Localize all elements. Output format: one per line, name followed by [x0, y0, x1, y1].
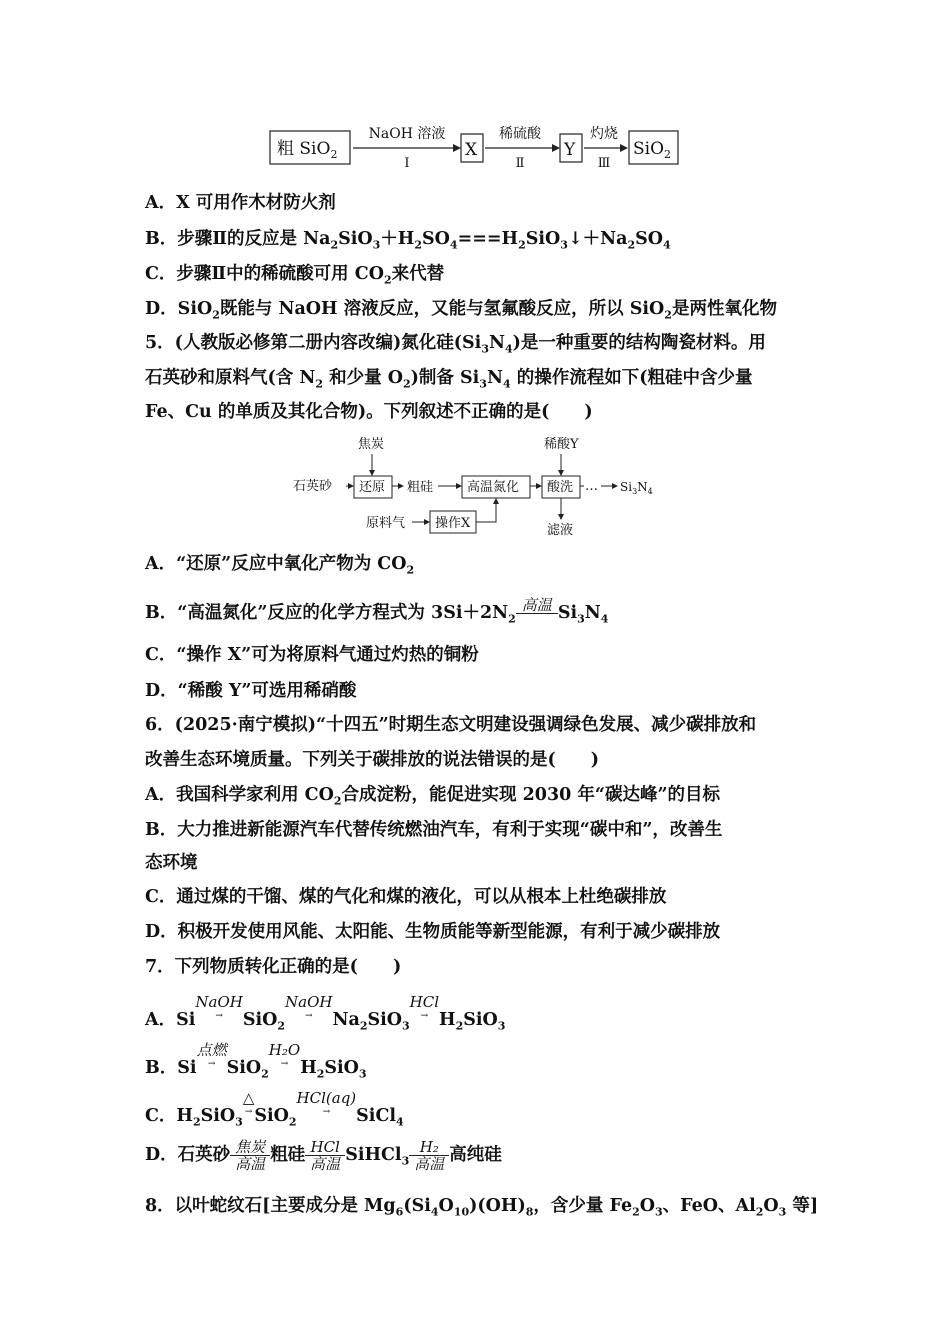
label-jiaotan: 焦炭 — [358, 437, 385, 452]
q6-option-b-line2: 态环境 — [145, 853, 198, 873]
q7-d-cond1: 焦炭 高温 — [230, 1140, 270, 1171]
flow-arrowhead-2 — [552, 144, 560, 152]
q4-option-b: B．步骤Ⅱ的反应是 $Na_2SiO_3+H_2SO_4===H_2SiO_3↓+Na_2SO_4$ — [145, 229, 671, 252]
flow-arrow-2-top: 稀硫酸 — [499, 126, 541, 142]
label-dots: … — [585, 479, 598, 494]
q7-c-cond2: HCl(aq) → — [296, 1089, 357, 1117]
q7-d-cond2: HCl 高温 — [305, 1140, 345, 1171]
q4-option-d: D．SiO$_2$既能与 NaOH 溶液反应，又能与氢氟酸反应，所以 SiO$_2$是两性氧化物 — [145, 299, 777, 322]
label-caozuo: 操作X — [435, 516, 471, 531]
q5-option-d: D．“稀酸 Y”可选用稀硝酸 — [145, 681, 357, 701]
q7-c-cond1: △ → — [242, 1089, 255, 1117]
q7-d-cond3: H₂ 高温 — [409, 1140, 449, 1171]
q5-option-c: C．“操作 X”可为将原料气通过灼热的铜粉 — [145, 645, 479, 665]
flow-arrowhead-1 — [453, 144, 461, 152]
q7-a-cond2: NaOH → — [285, 993, 333, 1021]
q6-option-a: A．我国科学家利用 $CO_2$合成淀粉，能促进实现 2030 年“碳达峰”的目标 — [145, 785, 721, 808]
label-cugui: 粗硅 — [407, 480, 434, 495]
q5-option-b-rhs: $Si_3N_4$ — [557, 603, 609, 626]
q7-b-cond2: H₂O → — [268, 1041, 301, 1069]
q5-option-a: A．“还原”反应中氧化产物为 $CO_2$ — [145, 554, 415, 577]
q5-stem-line3: Fe、Cu 的单质及其化合物)。下列叙述不正确的是( ) — [145, 402, 593, 422]
q6-option-c: C．通过煤的干馏、煤的气化和煤的液化，可以从根本上杜绝碳排放 — [145, 887, 667, 907]
label-lvye: 滤液 — [547, 523, 574, 538]
flow-diagram-sio2-purification — [265, 118, 685, 174]
q4-option-a: A．X 可用作木材防火剂 — [145, 193, 336, 213]
flow-box-x-label: X — [465, 140, 478, 160]
q4-option-c: C．步骤Ⅱ中的稀硫酸可用 $CO_2$来代替 — [145, 264, 445, 287]
label-product: $Si_3N_4$ — [620, 480, 653, 496]
q7-option-b: B．Si点燃 → SiO$_2$H₂O → $H_2SiO_3$ — [145, 1041, 367, 1081]
q6-option-d: D．积极开发使用风能、太阳能、生物质能等新型能源，有利于减少碳排放 — [145, 922, 721, 942]
flow-arrow-1-bot: Ⅰ — [404, 156, 410, 171]
q5-option-b — [145, 598, 608, 629]
q8-stem-line1: 8．以叶蛇纹石[主要成分是 $Mg_6(Si_4O_{10})(OH)_8$，含少量 $Fe_2O_3$、FeO、$Al_2O_3$ 等] — [145, 1196, 819, 1219]
q6-stem-line1: 6．(2025·南宁模拟)“十四五”时期生态文明建设强调绿色发展、减少碳排放和 — [145, 715, 757, 735]
q7-b-cond1: 点燃 → — [196, 1041, 227, 1069]
q7-option-d: D．石英砂 焦炭 高温 粗硅 HCl 高温 SiHCl$_3$ H₂ 高温 高纯硅 — [145, 1138, 502, 1173]
flow-arrow-3-top: 灼烧 — [590, 126, 618, 142]
q7-stem: 7．下列物质转化正确的是( ) — [145, 957, 402, 977]
label-gaowen: 高温氮化 — [467, 480, 520, 495]
q5-option-b-lhs: B．“高温氮化”反应的化学方程式为 $3Si+2N_2$ — [145, 603, 516, 626]
q5-option-b-condition: 高温 — [516, 598, 558, 629]
label-huanyuan: 还原 — [359, 480, 386, 495]
q6-stem-line2: 改善生态环境质量。下列关于碳排放的说法错误的是( ) — [145, 750, 600, 770]
flow-arrow-1-top: NaOH 溶液 — [368, 126, 446, 142]
label-shiyingsha: 石英砂 — [293, 479, 333, 494]
q7-option-c: C．$H_2SiO_3\triangle$ → SiO$_2$HCl(aq) → SiCl$_4$ — [145, 1089, 404, 1129]
q7-a-cond1: NaOH → — [195, 993, 243, 1021]
flow-arrow-2-bot: Ⅱ — [515, 156, 525, 171]
q6-option-b-line1: B．大力推进新能源汽车代替传统燃油汽车，有利于实现“碳中和”，改善生 — [145, 820, 723, 840]
q7-a-cond3: HCl → — [409, 993, 440, 1021]
q5-stem-line2: 石英砂和原料气(含 $N_2$ 和少量 $O_2$)制备 $Si_3N_4$ 的操作流程如下(粗硅中含少量 — [145, 368, 753, 391]
flow-box-y-label: Y — [564, 140, 576, 160]
flow-diagram-si3n4 — [288, 432, 668, 542]
flow-arrow-3-bot: Ⅲ — [597, 156, 611, 171]
label-yuanliaoqi: 原料气 — [366, 516, 406, 531]
label-xisuan-y: 稀酸Y — [544, 437, 579, 452]
flow-box-crude-sio2-label: 粗 SiO$_2$ — [277, 139, 338, 161]
q5-stem-line1: 5．(人教版必修第二册内容改编)氮化硅$(Si_3N_4)$是一种重要的结构陶瓷材料。用 — [145, 333, 766, 356]
flow-arrowhead-3 — [620, 144, 628, 152]
label-suanxi: 酸洗 — [547, 480, 574, 495]
q7-option-a: A．SiNaOH → SiO$_2$NaOH → $Na_2SiO_3HCl$ → $H_2SiO_3$ — [145, 993, 506, 1033]
flow-box-sio2-label: SiO$_2$ — [633, 139, 672, 161]
